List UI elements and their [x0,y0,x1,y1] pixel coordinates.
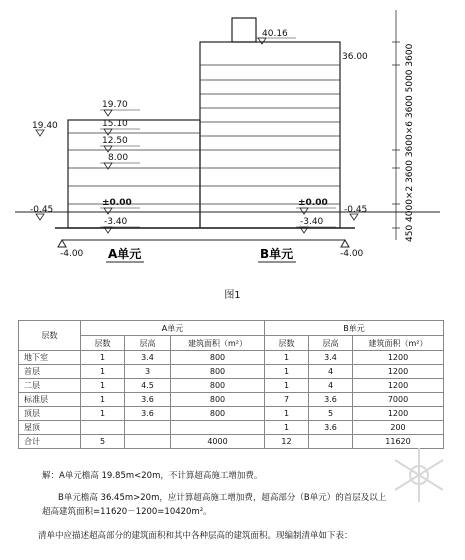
cell-b-area: 1200 [353,379,444,393]
cell-a-height: 3.6 [125,407,171,421]
cell-name: 地下室 [19,351,81,365]
unit-a-label: A单元 [108,247,142,261]
note-line-2: B单元檐高 36.45m>20m，应计算超高施工增加费，超高部分（B单元）的首层及以上 [58,493,387,503]
cell-a-area: 800 [171,351,265,365]
cell-a-height: 3 [125,365,171,379]
cell-b-area: 1200 [353,407,444,421]
cell-a-count: 1 [81,379,125,393]
table-row [19,351,444,365]
figure-caption: 图1 [224,290,241,301]
cell-b-count: 12 [265,435,309,449]
level-right-ground: -0.45 [344,205,368,215]
cell-name: 顶层 [19,407,81,421]
cell-a-area: 4000 [171,435,265,449]
level-left-parapet: 19.40 [32,121,58,131]
header-a-count: 层数 [81,336,125,351]
table-row [19,421,444,435]
note-line-3: 超高建筑面积=11620－1200=10420m²。 [42,507,212,517]
level-b-top: 36.00 [342,52,368,62]
header-b-count: 层数 [265,336,309,351]
cell-b-height: 4 [309,379,353,393]
cell-b-count: 1 [265,365,309,379]
area-table [18,320,444,449]
note-line-4: 清单中应描述超高部分的建筑面积和其中各种层高的建筑面积。现编制清单如下表： [38,531,353,541]
level-b-roof: 40.16 [262,29,288,39]
cell-a-area [171,421,265,435]
level-left-ground: -0.45 [30,205,54,215]
level-a-ground: ±0.00 [102,198,132,208]
cell-b-height: 4 [309,365,353,379]
cell-name: 合计 [19,435,81,449]
cell-b-area: 11620 [353,435,444,449]
table-row [19,393,444,407]
cell-a-height: 4.5 [125,379,171,393]
header-floor: 层数 [19,321,81,351]
cell-b-count: 1 [265,379,309,393]
cell-b-height: 3.6 [309,393,353,407]
cell-b-height: 3.6 [309,421,353,435]
header-b-area: 建筑面积（m²） [353,336,444,351]
header-b-height: 层高 [309,336,353,351]
cell-name: 屋顶 [19,421,81,435]
note-line-1: 解：A单元檐高 19.85m<20m，不计算超高施工增加费。 [42,471,263,481]
cell-a-height [125,435,171,449]
cell-name: 标准层 [19,393,81,407]
cell-name: 二层 [19,379,81,393]
level-a-15-10: 15.10 [102,119,128,129]
cell-a-height [125,421,171,435]
table-row [19,435,444,449]
cell-a-area: 800 [171,379,265,393]
cell-b-count: 1 [265,421,309,435]
level-left-bottom: -4.00 [60,249,84,259]
header-unit-b: B单元 [265,321,444,336]
cell-a-height: 3.6 [125,393,171,407]
level-b-ground: ±0.00 [298,198,328,208]
header-a-area: 建筑面积（m²） [171,336,265,351]
cell-a-count [81,421,125,435]
cell-b-area: 7000 [353,393,444,407]
cell-b-area: 200 [353,421,444,435]
cell-b-height: 3.4 [309,351,353,365]
cell-b-area: 1200 [353,351,444,365]
cell-a-count: 1 [81,365,125,379]
cell-b-count: 7 [265,393,309,407]
cell-a-area: 800 [171,393,265,407]
level-right-bottom: -4.00 [340,249,364,259]
table-row [19,379,444,393]
unit-b-floor-lines [200,65,340,204]
level-a-8-00: 8.00 [108,153,129,163]
table-row [19,407,444,421]
cell-b-count: 1 [265,407,309,421]
table-row [19,365,444,379]
level-a-19-70: 19.70 [102,100,128,110]
roof-box [232,18,256,42]
cell-a-count: 1 [81,393,125,407]
header-unit-a: A单元 [81,321,265,336]
watermark-logo [381,444,457,506]
cell-b-height [309,435,353,449]
cell-b-height: 5 [309,407,353,421]
unit-a-floor-lines [68,133,200,204]
unit-b-label: B单元 [260,247,294,261]
cell-name: 首层 [19,365,81,379]
cell-a-area: 800 [171,365,265,379]
left-support [58,240,66,247]
cell-a-count: 1 [81,407,125,421]
cell-a-area: 800 [171,407,265,421]
cell-a-height: 3.4 [125,351,171,365]
cell-a-count: 1 [81,351,125,365]
right-support [341,240,349,247]
level-b-basement: -3.40 [300,217,324,227]
level-a-12-50: 12.50 [102,136,128,146]
cell-b-count: 1 [265,351,309,365]
level-a-basement: -3.40 [104,217,128,227]
header-a-height: 层高 [125,336,171,351]
cell-b-area: 1200 [353,365,444,379]
vertical-dimensions: 450 4000×2 3600 3600×6 3600 5000 3600 [405,43,415,242]
cell-a-count: 5 [81,435,125,449]
